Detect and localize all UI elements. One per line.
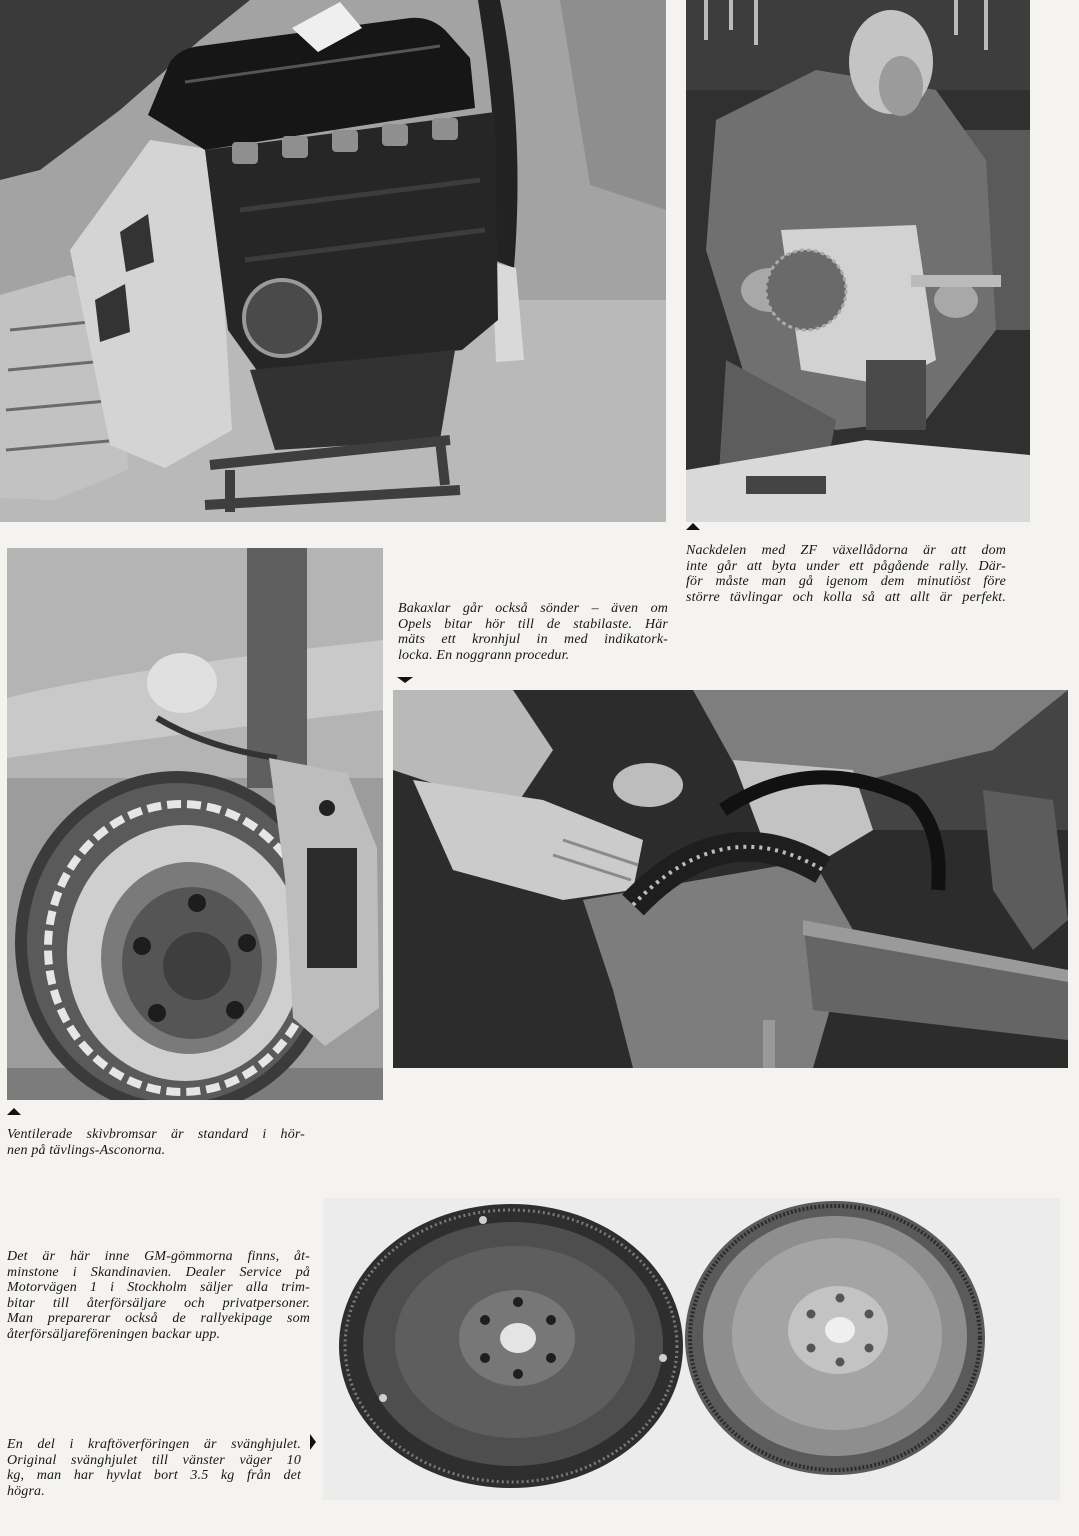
triangle-up-icon	[7, 1108, 21, 1115]
text-dealer-service	[7, 1249, 310, 1343]
caption-rear-axle	[398, 601, 668, 663]
caption-line: Bakaxlar går också sönder – även om	[398, 601, 668, 616]
text-line: Det är här inne GM-gömmorna finns, åt-	[7, 1249, 310, 1264]
caption-line: Ventilerade skivbromsar är standard i hör-	[7, 1127, 305, 1142]
caption-zf-gearbox	[686, 543, 1006, 605]
caption-line: En del i kraftöverföringen är svänghjulet.	[7, 1437, 301, 1452]
disc-brake-illustration	[7, 548, 383, 1100]
photo-differential	[393, 690, 1068, 1068]
triangle-up-icon	[686, 523, 700, 530]
caption-flywheel	[7, 1437, 301, 1499]
triangle-right-icon	[310, 1434, 316, 1450]
caption-line: Opels bitar hör till de stabilaste. Här	[398, 616, 668, 632]
lightened-flywheel	[685, 1201, 985, 1475]
differential-illustration	[393, 690, 1068, 1068]
text-line: Motorvägen 1 i Stockholm säljer alla trim-	[7, 1280, 310, 1296]
caption-line: Original svänghjulet till vänster väger 10	[7, 1452, 301, 1468]
caption-line: för måste man gå igenom dem minutiöst före	[686, 574, 1006, 590]
caption-line: inte går att byta under ett pågående rally. Där-	[686, 558, 1006, 574]
flywheels-illustration	[323, 1198, 1060, 1500]
photo-disc-brake	[7, 548, 383, 1100]
caption-line: locka. En noggrann procedur.	[398, 647, 570, 663]
text-line: Man preparerar också de rallyekipage som	[7, 1311, 310, 1327]
caption-line: kg, man har hyvlat bort 3.5 kg från det	[7, 1468, 301, 1484]
caption-line: högra.	[7, 1483, 45, 1499]
caption-disc-brakes	[7, 1127, 305, 1158]
triangle-down-icon	[397, 677, 413, 683]
text-line: bitar till återförsäljare och privatpersoner.	[7, 1295, 310, 1311]
original-flywheel	[339, 1204, 683, 1488]
photo-mechanic-gearbox	[686, 0, 1030, 522]
engine-illustration	[0, 0, 666, 522]
text-line: minstone i Skandinavien. Dealer Service på	[7, 1264, 310, 1280]
caption-line: nen på tävlings-Asconorna.	[7, 1142, 166, 1158]
photo-engine-on-stand	[0, 0, 666, 522]
caption-line: mäts ett kronhjul in med indikatork-	[398, 632, 668, 648]
photo-flywheels	[323, 1198, 1060, 1500]
text-line: återförsäljareföreningen backar upp.	[7, 1326, 221, 1342]
caption-line: större tävlingar och kolla så att allt är perfekt.	[686, 589, 1006, 605]
caption-line: Nackdelen med ZF växellådorna är att dom	[686, 543, 1006, 558]
mechanic-illustration	[686, 0, 1030, 522]
